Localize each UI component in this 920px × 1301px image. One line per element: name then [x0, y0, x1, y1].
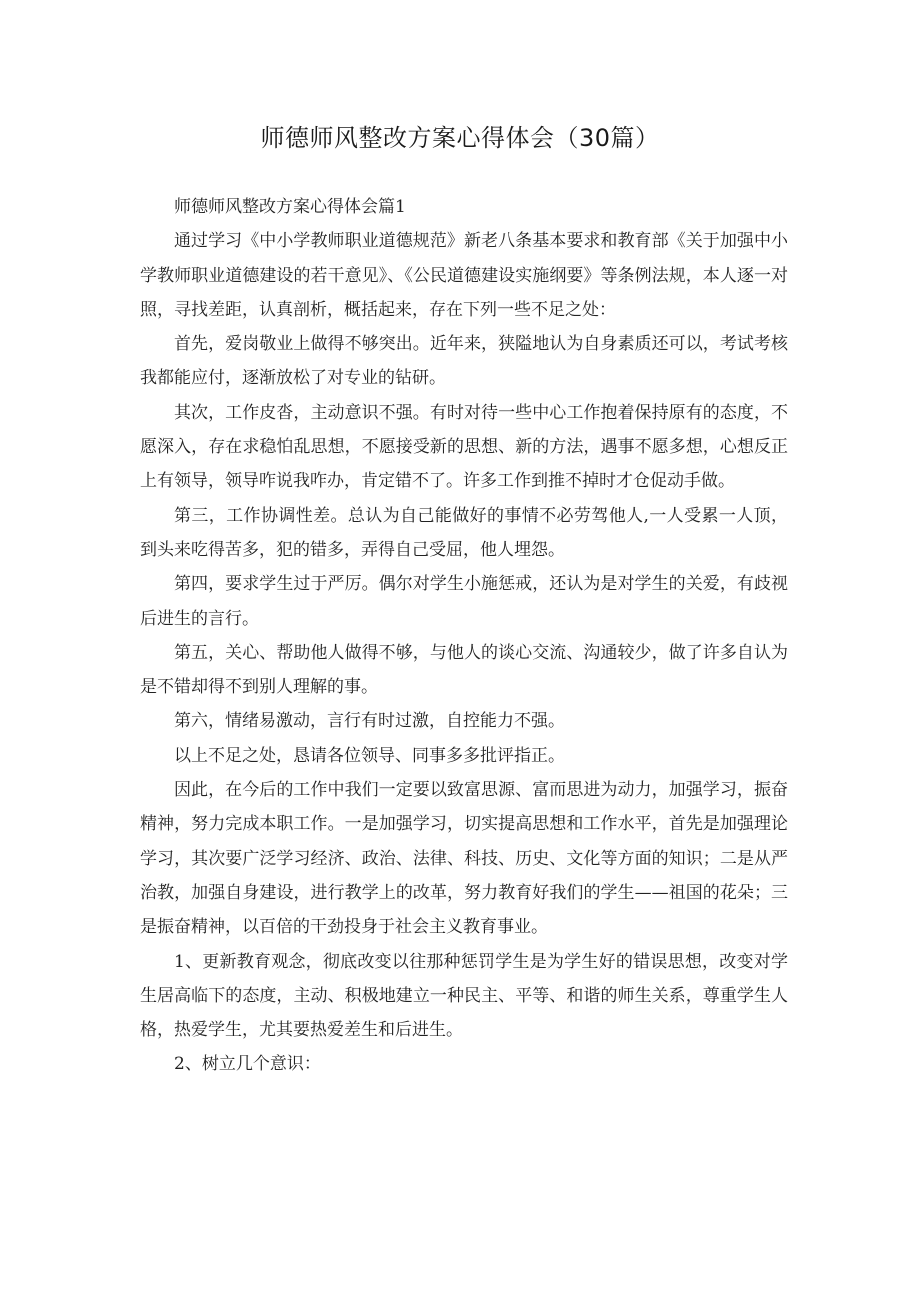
paragraph: 其次，工作皮沓，主动意识不强。有时对待一些中心工作抱着保持原有的态度，不愿深入，存在求稳怕乱思想，不愿接受新的思想、新的方法，遇事不愿多想，心想反正上有领导，领导咋说我咋办，肯定错不了。许多工作到推不掉时才仓促动手做。 [140, 402, 788, 492]
paragraph: 1、更新教育观念，彻底改变以往那种惩罚学生是为学生好的错误思想，改变对学生居高临下的态度，主动、积极地建立一种民主、平等、和谐的师生关系，尊重学生人格，热爱学生，尤其要热爱差生和后进生。 [140, 951, 788, 1041]
paragraph: 通过学习《中小学教师职业道德规范》新老八条基本要求和教育部《关于加强中小学教师职业道德建设的若干意见》、《公民道德建设实施纲要》等条例法规，本人逐一对照，寻找差距，认真剖析，概括起来，存在下列一些不足之处： [140, 231, 788, 320]
paragraph: 第五，关心、帮助他人做得不够，与他人的谈心交流、沟通较少，做了许多自认为是不错却得不到别人理解的事。 [140, 642, 788, 698]
paragraph: 因此，在今后的工作中我们一定要以致富思源、富而思进为动力，加强学习，振奋精神，努力完成本职工作。一是加强学习，切实提高思想和工作水平，首先是加强理论学习，其次要广泛学习经济、政治、法律、科技、历史、文化等方面的知识；二是从严治教，加强自身建设，进行教学上的改革，努力教育好我们的学生——祖国的花朵；三是振奋精神，以百倍的干劲投身于社会主义教育事业。 [140, 780, 788, 938]
paragraph: 首先，爱岗敬业上做得不够突出。近年来，狭隘地认为自身素质还可以，考试考核我都能应付，逐渐放松了对专业的钻研。 [140, 334, 788, 389]
section-heading: 师德师风整改方案心得体会篇1 [174, 197, 406, 217]
paragraph: 第四，要求学生过于严厉。偶尔对学生小施惩戒，还认为是对学生的关爱，有歧视后进生的言行。 [140, 574, 788, 629]
paragraph: 第六，情绪易激动，言行有时过激，自控能力不强。 [174, 711, 565, 732]
document-title: 师德师风整改方案心得体会（30篇） [260, 124, 660, 152]
paragraph: 第三，工作协调性差。总认为自己能做好的事情不必劳驾他人,一人受累一人顶，到头来吃得苦多，犯的错多，弄得自己受屈，他人埋怨。 [140, 505, 788, 560]
paragraph: 以上不足之处，恳请各位领导、同事多多批评指正。 [174, 745, 565, 766]
paragraph: 2、树立几个意识： [174, 1054, 321, 1075]
document-body [140, 190, 788, 1082]
